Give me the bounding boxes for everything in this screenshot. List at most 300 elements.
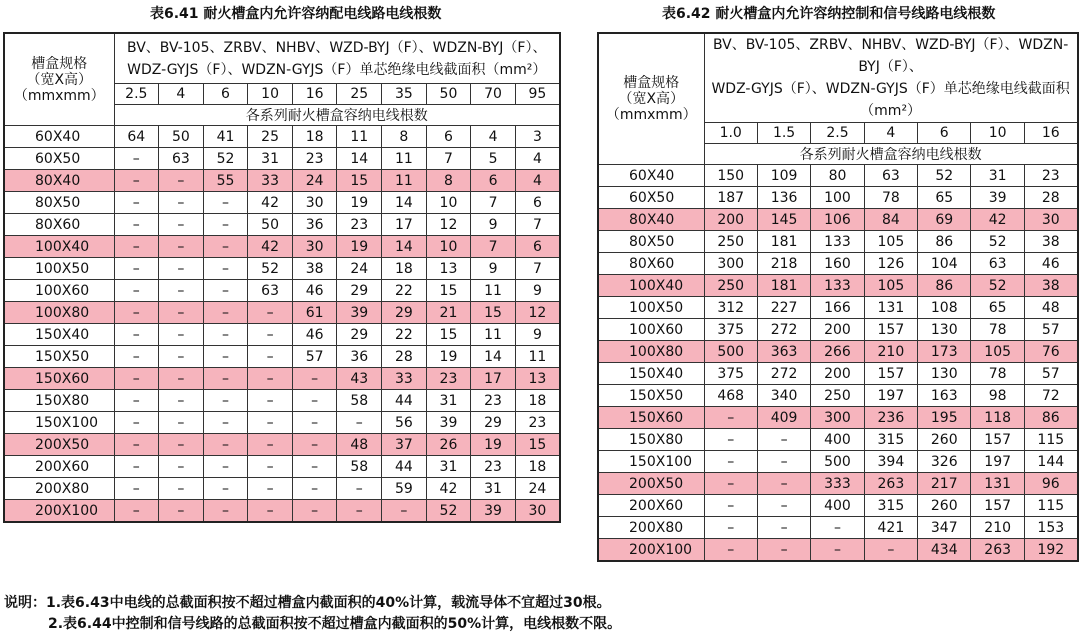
- size-header: 50: [426, 84, 471, 105]
- count-cell: –: [292, 368, 337, 390]
- count-cell: 57: [292, 346, 337, 368]
- count-cell: 145: [757, 209, 810, 231]
- count-cell: –: [337, 412, 382, 434]
- count-cell: 197: [864, 385, 917, 407]
- count-cell: 136: [757, 187, 810, 209]
- count-cell: 15: [426, 280, 471, 302]
- count-cell: 86: [918, 231, 971, 253]
- count-subheader: 各系列耐火槽盒容纳电线根数: [704, 144, 1078, 165]
- count-cell: 6: [515, 236, 560, 258]
- count-cell: 23: [337, 214, 382, 236]
- spec-header-line: （宽X高）: [618, 91, 685, 107]
- count-cell: 18: [292, 126, 337, 148]
- count-cell: –: [704, 517, 757, 539]
- count-cell: –: [757, 451, 810, 473]
- count-cell: 5: [471, 148, 516, 170]
- count-cell: 11: [382, 170, 427, 192]
- count-cell: 272: [757, 363, 810, 385]
- spec-cell: 60X40: [4, 126, 114, 148]
- count-cell: –: [159, 390, 204, 412]
- spec-cell: 200X100: [4, 500, 114, 523]
- count-cell: 39: [471, 500, 516, 523]
- count-cell: 347: [918, 517, 971, 539]
- note-1: 说明：1.表6.43中电线的总截面积按不超过槽盒内截面积的40%计算，载流导体不宜超过30根。: [4, 595, 611, 611]
- wire-type-header-line: BV、BV-105、ZRBV、NHBV、WZD-BYJ（F）、WDZN-BYJ（F）、: [712, 37, 1069, 75]
- count-cell: 19: [426, 346, 471, 368]
- count-cell: 30: [515, 500, 560, 523]
- count-cell: 56: [382, 412, 427, 434]
- count-cell: 24: [515, 478, 560, 500]
- table-row: [4, 148, 560, 170]
- count-cell: 130: [918, 319, 971, 341]
- spec-cell: 100X60: [4, 280, 114, 302]
- count-cell: 6: [471, 170, 516, 192]
- size-header: 4: [159, 84, 204, 105]
- count-cell: –: [114, 258, 159, 280]
- count-cell: 63: [864, 165, 917, 187]
- table2-caption: 表6.42 耐火槽盒内允许容纳控制和信号线路电线根数: [662, 6, 996, 22]
- count-cell: 4: [515, 148, 560, 170]
- count-cell: 131: [864, 297, 917, 319]
- count-cell: –: [114, 170, 159, 192]
- count-cell: 86: [1024, 407, 1077, 429]
- count-cell: 173: [918, 341, 971, 363]
- count-cell: 78: [971, 363, 1024, 385]
- spec-cell: 200X80: [4, 478, 114, 500]
- spec-cell: 150X60: [4, 368, 114, 390]
- size-header: 6: [918, 123, 971, 144]
- spec-cell: 100X40: [598, 275, 704, 297]
- table-row: [598, 165, 1078, 187]
- count-cell: –: [203, 434, 248, 456]
- count-cell: 28: [382, 346, 427, 368]
- size-header: 70: [471, 84, 516, 105]
- count-cell: –: [159, 324, 204, 346]
- count-cell: –: [292, 500, 337, 523]
- table-row: [598, 451, 1078, 473]
- count-cell: –: [811, 539, 864, 562]
- spec-header-line: 槽盒规格: [623, 75, 680, 91]
- spec-cell: 80X50: [4, 192, 114, 214]
- count-cell: –: [704, 407, 757, 429]
- count-cell: –: [159, 302, 204, 324]
- spec-cell: 200X60: [4, 456, 114, 478]
- count-cell: –: [159, 434, 204, 456]
- count-cell: –: [203, 500, 248, 523]
- table-row: [598, 297, 1078, 319]
- count-cell: 15: [426, 324, 471, 346]
- spec-cell: 60X40: [598, 165, 704, 187]
- size-header: 16: [1024, 123, 1077, 144]
- count-cell: 33: [248, 170, 293, 192]
- count-cell: –: [114, 236, 159, 258]
- count-cell: –: [248, 500, 293, 523]
- count-cell: 52: [426, 500, 471, 523]
- count-cell: 23: [471, 390, 516, 412]
- count-cell: 181: [757, 231, 810, 253]
- count-cell: 31: [971, 165, 1024, 187]
- count-cell: –: [704, 451, 757, 473]
- count-cell: –: [159, 500, 204, 523]
- count-cell: –: [159, 346, 204, 368]
- count-cell: 400: [811, 495, 864, 517]
- count-cell: 72: [1024, 385, 1077, 407]
- count-cell: 46: [1024, 253, 1077, 275]
- spec-cell: 200X100: [598, 539, 704, 562]
- count-cell: 312: [704, 297, 757, 319]
- count-cell: 157: [971, 495, 1024, 517]
- count-cell: –: [203, 258, 248, 280]
- count-cell: 14: [337, 148, 382, 170]
- count-cell: 29: [337, 324, 382, 346]
- count-cell: 9: [515, 280, 560, 302]
- count-cell: 126: [864, 253, 917, 275]
- count-cell: 14: [382, 192, 427, 214]
- count-cell: 409: [757, 407, 810, 429]
- count-cell: 65: [971, 297, 1024, 319]
- count-cell: 163: [918, 385, 971, 407]
- table-row: [598, 473, 1078, 495]
- notes: [4, 593, 621, 635]
- count-cell: 43: [337, 368, 382, 390]
- size-header: 35: [382, 84, 427, 105]
- count-cell: –: [704, 429, 757, 451]
- size-header: 10: [971, 123, 1024, 144]
- count-cell: 23: [426, 368, 471, 390]
- spec-cell: 150X40: [598, 363, 704, 385]
- count-cell: 195: [918, 407, 971, 429]
- count-cell: 61: [292, 302, 337, 324]
- count-cell: 23: [471, 456, 516, 478]
- wire-type-header-line: BV、BV-105、ZRBV、NHBV、WZD-BYJ（F）、WDZN-BYJ（F）、: [127, 39, 547, 56]
- table-row: [598, 341, 1078, 363]
- count-cell: 272: [757, 319, 810, 341]
- count-cell: 300: [704, 253, 757, 275]
- count-cell: 157: [864, 363, 917, 385]
- count-cell: 166: [811, 297, 864, 319]
- count-cell: –: [114, 456, 159, 478]
- count-cell: –: [203, 478, 248, 500]
- size-header: 16: [292, 84, 337, 105]
- count-cell: 6: [515, 192, 560, 214]
- count-cell: 434: [918, 539, 971, 562]
- count-cell: 52: [248, 258, 293, 280]
- count-cell: 210: [971, 517, 1024, 539]
- count-cell: –: [114, 214, 159, 236]
- wire-type-header: [704, 33, 1078, 123]
- count-cell: 250: [811, 385, 864, 407]
- spec-cell: 200X50: [4, 434, 114, 456]
- count-cell: 42: [971, 209, 1024, 231]
- count-cell: 333: [811, 473, 864, 495]
- table-row: [4, 412, 560, 434]
- count-cell: 58: [337, 390, 382, 412]
- count-cell: 7: [471, 236, 516, 258]
- spec-cell: 200X80: [598, 517, 704, 539]
- count-cell: 12: [515, 302, 560, 324]
- count-cell: 375: [704, 363, 757, 385]
- count-cell: 33: [382, 368, 427, 390]
- count-cell: 400: [811, 429, 864, 451]
- table-row: [4, 302, 560, 324]
- count-cell: 250: [704, 275, 757, 297]
- count-cell: –: [811, 517, 864, 539]
- count-cell: –: [114, 148, 159, 170]
- count-cell: 38: [1024, 275, 1077, 297]
- count-cell: 200: [704, 209, 757, 231]
- count-cell: –: [203, 456, 248, 478]
- count-cell: 44: [382, 390, 427, 412]
- note-2: 2.表6.44中控制和信号线路的总截面积按不超过槽盒内截面积的50%计算，电线根数不限。: [48, 616, 622, 632]
- count-cell: –: [757, 539, 810, 562]
- count-cell: 11: [471, 324, 516, 346]
- table-row: [4, 258, 560, 280]
- count-cell: 133: [811, 275, 864, 297]
- spec-header-line: （mmxmm）: [13, 87, 105, 104]
- count-cell: 263: [864, 473, 917, 495]
- count-cell: –: [159, 280, 204, 302]
- size-header: 1.5: [757, 123, 810, 144]
- table-row: [4, 478, 560, 500]
- spec-cell: 150X100: [4, 412, 114, 434]
- count-cell: 14: [382, 236, 427, 258]
- spec-cell: 80X60: [598, 253, 704, 275]
- count-cell: 153: [1024, 517, 1077, 539]
- count-cell: –: [757, 495, 810, 517]
- count-cell: 26: [426, 434, 471, 456]
- count-cell: –: [203, 324, 248, 346]
- size-header: 10: [248, 84, 293, 105]
- count-cell: –: [203, 302, 248, 324]
- count-cell: 105: [864, 275, 917, 297]
- count-cell: 108: [918, 297, 971, 319]
- count-cell: 340: [757, 385, 810, 407]
- spec-cell: 150X60: [598, 407, 704, 429]
- count-cell: 38: [1024, 231, 1077, 253]
- count-cell: 118: [971, 407, 1024, 429]
- count-cell: 14: [471, 346, 516, 368]
- count-cell: 31: [248, 148, 293, 170]
- count-cell: 30: [292, 192, 337, 214]
- count-cell: 86: [918, 275, 971, 297]
- count-cell: 6: [426, 126, 471, 148]
- count-cell: –: [203, 412, 248, 434]
- count-cell: 15: [515, 434, 560, 456]
- count-cell: 63: [971, 253, 1024, 275]
- count-cell: –: [159, 368, 204, 390]
- count-cell: 36: [337, 346, 382, 368]
- count-cell: 8: [426, 170, 471, 192]
- count-cell: 10: [426, 192, 471, 214]
- count-cell: 7: [426, 148, 471, 170]
- count-cell: 421: [864, 517, 917, 539]
- count-cell: 315: [864, 429, 917, 451]
- count-cell: 9: [515, 324, 560, 346]
- count-cell: –: [203, 390, 248, 412]
- count-cell: 13: [515, 368, 560, 390]
- count-cell: –: [248, 346, 293, 368]
- count-cell: 80: [811, 165, 864, 187]
- spec-cell: 80X40: [598, 209, 704, 231]
- count-cell: –: [114, 280, 159, 302]
- count-cell: –: [114, 192, 159, 214]
- count-cell: 19: [337, 236, 382, 258]
- count-cell: 31: [471, 478, 516, 500]
- count-cell: 200: [811, 319, 864, 341]
- count-cell: 17: [471, 368, 516, 390]
- spec-header: [4, 33, 114, 126]
- table-row: [598, 209, 1078, 231]
- count-cell: 7: [515, 214, 560, 236]
- count-cell: –: [159, 258, 204, 280]
- count-cell: 28: [1024, 187, 1077, 209]
- count-cell: 197: [971, 451, 1024, 473]
- count-subheader: 各系列耐火槽盒容纳电线根数: [114, 105, 560, 126]
- count-cell: –: [159, 456, 204, 478]
- count-cell: –: [114, 500, 159, 523]
- count-cell: 52: [918, 165, 971, 187]
- count-cell: 44: [382, 456, 427, 478]
- count-cell: –: [757, 473, 810, 495]
- count-cell: 21: [426, 302, 471, 324]
- count-cell: 29: [337, 280, 382, 302]
- count-cell: 59: [382, 478, 427, 500]
- count-cell: –: [292, 478, 337, 500]
- count-cell: 106: [811, 209, 864, 231]
- count-cell: 160: [811, 253, 864, 275]
- count-cell: 300: [811, 407, 864, 429]
- count-cell: –: [248, 434, 293, 456]
- size-header: 95: [515, 84, 560, 105]
- count-cell: –: [203, 346, 248, 368]
- count-cell: –: [114, 390, 159, 412]
- spec-header: [598, 33, 704, 165]
- count-cell: –: [337, 478, 382, 500]
- count-cell: 52: [971, 231, 1024, 253]
- count-cell: 29: [471, 412, 516, 434]
- count-cell: 50: [159, 126, 204, 148]
- count-cell: –: [114, 346, 159, 368]
- table-row: [4, 214, 560, 236]
- count-cell: 37: [382, 434, 427, 456]
- table-row: [598, 495, 1078, 517]
- count-cell: 84: [864, 209, 917, 231]
- count-cell: 11: [382, 148, 427, 170]
- count-cell: 38: [292, 258, 337, 280]
- count-cell: 42: [426, 478, 471, 500]
- count-cell: 218: [757, 253, 810, 275]
- count-cell: 181: [757, 275, 810, 297]
- spec-cell: 100X80: [598, 341, 704, 363]
- count-cell: 78: [864, 187, 917, 209]
- count-cell: –: [292, 456, 337, 478]
- count-cell: 41: [203, 126, 248, 148]
- count-cell: 11: [515, 346, 560, 368]
- count-cell: 36: [292, 214, 337, 236]
- table-row: [4, 500, 560, 523]
- count-cell: 363: [757, 341, 810, 363]
- count-cell: 52: [971, 275, 1024, 297]
- count-cell: –: [292, 412, 337, 434]
- table-row: [598, 319, 1078, 341]
- count-cell: 375: [704, 319, 757, 341]
- table-row: [4, 126, 560, 148]
- count-cell: –: [203, 236, 248, 258]
- count-cell: 8: [382, 126, 427, 148]
- spec-cell: 150X50: [4, 346, 114, 368]
- count-cell: 13: [426, 258, 471, 280]
- table1-caption: 表6.41 耐火槽盒内允许容纳配电线路电线根数: [150, 6, 442, 22]
- count-cell: 39: [426, 412, 471, 434]
- count-cell: –: [248, 390, 293, 412]
- count-cell: 263: [971, 539, 1024, 562]
- count-cell: 468: [704, 385, 757, 407]
- count-cell: –: [248, 478, 293, 500]
- table-row: [4, 390, 560, 412]
- count-cell: 48: [1024, 297, 1077, 319]
- count-cell: 98: [971, 385, 1024, 407]
- table-row: [4, 324, 560, 346]
- count-cell: 78: [971, 319, 1024, 341]
- count-cell: 18: [382, 258, 427, 280]
- count-cell: 15: [337, 170, 382, 192]
- count-cell: –: [292, 434, 337, 456]
- count-cell: –: [159, 236, 204, 258]
- table-row: [4, 434, 560, 456]
- count-cell: 46: [292, 280, 337, 302]
- table-row: [598, 187, 1078, 209]
- count-cell: 96: [1024, 473, 1077, 495]
- count-cell: 23: [515, 412, 560, 434]
- table-row: [598, 231, 1078, 253]
- count-cell: 3: [515, 126, 560, 148]
- count-cell: 7: [515, 258, 560, 280]
- spec-header-line: 槽盒规格: [31, 55, 88, 72]
- count-cell: 200: [811, 363, 864, 385]
- count-cell: 76: [1024, 341, 1077, 363]
- count-cell: 144: [1024, 451, 1077, 473]
- count-cell: 25: [248, 126, 293, 148]
- count-cell: –: [248, 412, 293, 434]
- count-cell: –: [203, 214, 248, 236]
- count-cell: 4: [515, 170, 560, 192]
- count-cell: –: [382, 500, 427, 523]
- count-cell: 29: [382, 302, 427, 324]
- count-cell: 266: [811, 341, 864, 363]
- spec-cell: 100X80: [4, 302, 114, 324]
- size-header: 1.0: [704, 123, 757, 144]
- count-cell: 9: [471, 214, 516, 236]
- table-row: [598, 363, 1078, 385]
- size-header: 2.5: [811, 123, 864, 144]
- count-cell: 63: [159, 148, 204, 170]
- count-cell: 105: [864, 231, 917, 253]
- spec-cell: 200X60: [598, 495, 704, 517]
- count-cell: 18: [515, 390, 560, 412]
- count-cell: –: [337, 500, 382, 523]
- count-cell: 50: [248, 214, 293, 236]
- count-cell: –: [757, 517, 810, 539]
- table-row: [598, 275, 1078, 297]
- count-cell: 19: [337, 192, 382, 214]
- count-cell: 187: [704, 187, 757, 209]
- count-cell: 11: [337, 126, 382, 148]
- spec-cell: 100X50: [4, 258, 114, 280]
- spec-cell: 150X80: [4, 390, 114, 412]
- count-cell: 131: [971, 473, 1024, 495]
- count-cell: 115: [1024, 429, 1077, 451]
- spec-cell: 150X100: [598, 451, 704, 473]
